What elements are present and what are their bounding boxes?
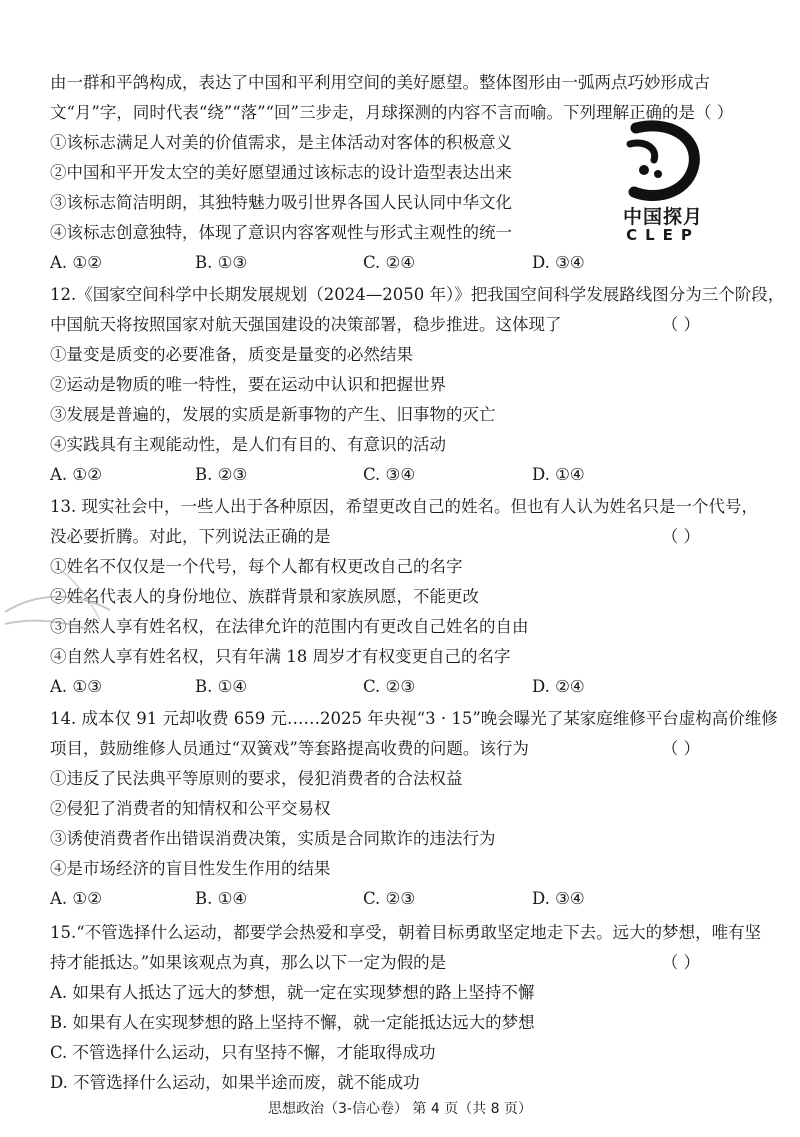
q12-stem-line2: 中国航天将按照国家对航天强国建设的决策部署，稳步推进。这体现了 bbox=[50, 315, 562, 334]
q14-stem-line1: 14. 成本仅 91 元却收费 659 元……2025 年央视“3 · 15”晚会曝光了某家庭维修平台虚构高价维修 bbox=[50, 709, 778, 728]
q14-statement-4: ④是市场经济的盲目性发生作用的结果 bbox=[50, 859, 331, 878]
q13-statement-2: ②姓名代表人的身份地位、族群背景和家族夙愿，不能更改 bbox=[50, 587, 479, 606]
watermark-stamp-icon bbox=[0, 560, 150, 670]
q13-option-c: C. ②③ bbox=[363, 677, 416, 696]
q13-option-d: D. ②④ bbox=[532, 677, 585, 696]
q15-option-c: C. 不管选择什么运动，只有坚持不懈，才能取得成功 bbox=[50, 1043, 436, 1062]
q12-statement-3: ③发展是普遍的，发展的实质是新事物的产生、旧事物的灭亡 bbox=[50, 405, 496, 424]
q14-statement-1: ①违反了民法典平等原则的要求，侵犯消费者的合法权益 bbox=[50, 769, 463, 788]
clep-logo bbox=[608, 118, 718, 248]
q11-option-c: C. ②④ bbox=[363, 253, 416, 272]
q14-option-a: A. ①② bbox=[50, 889, 102, 908]
q14-option-b: B. ①④ bbox=[195, 889, 248, 908]
q11-option-b: B. ①③ bbox=[195, 253, 248, 272]
q12-option-d: D. ①④ bbox=[532, 465, 585, 484]
q13-stem-line2: 没必要折腾。对此，下列说法正确的是 bbox=[50, 527, 331, 546]
q15-stem-line2: 持才能抵达。”如果该观点为真，那么以下一定为假的是 bbox=[50, 953, 447, 972]
q13-option-b: B. ①④ bbox=[195, 677, 248, 696]
q12-statement-1: ①量变是质变的必要准备，质变是量变的必然结果 bbox=[50, 345, 413, 364]
q14-option-c: C. ②③ bbox=[363, 889, 416, 908]
q13-stem-line1: 13. 现实社会中，一些人出于各种原因，希望更改自己的姓名。但也有人认为姓名只是一个代号， bbox=[50, 497, 758, 516]
q11-statement-3: ③该标志简洁明朗，其独特魅力吸引世界各国人民认同中华文化 bbox=[50, 193, 512, 212]
q15-stem-line1: 15.“不管选择什么运动，都要学会热爱和享受，朝着目标勇敢坚定地走下去。远大的梦想，唯有坚 bbox=[50, 923, 762, 942]
q13-statement-4: ④自然人享有姓名权，只有年满 18 周岁才有权变更自己的名字 bbox=[50, 647, 511, 666]
q15-answer-paren: （ ） bbox=[661, 953, 700, 972]
q12-answer-paren: （ ） bbox=[661, 315, 700, 334]
q11-option-d: D. ③④ bbox=[532, 253, 585, 272]
q14-answer-paren: （ ） bbox=[661, 739, 700, 758]
q11-statement-2: ②中国和平开发太空的美好愿望通过该标志的设计造型表达出来 bbox=[50, 163, 512, 182]
q14-stem-line2: 项目，鼓励维修人员通过“双簧戏”等套路提高收费的问题。该行为 bbox=[50, 739, 529, 758]
q15-option-a: A. 如果有人抵达了远大的梦想，就一定在实现梦想的路上坚持不懈 bbox=[50, 983, 535, 1002]
q11-option-a: A. ①② bbox=[50, 253, 102, 272]
q12-option-c: C. ③④ bbox=[363, 465, 416, 484]
q15-option-b: B. 如果有人在实现梦想的路上坚持不懈，就一定能抵达远大的梦想 bbox=[50, 1013, 535, 1032]
q12-option-a: A. ①② bbox=[50, 465, 102, 484]
q13-answer-paren: （ ） bbox=[661, 527, 700, 546]
q14-statement-3: ③诱使消费者作出错误消费决策，实质是合同欺诈的违法行为 bbox=[50, 829, 496, 848]
q13-statement-3: ③自然人享有姓名权，在法律允许的范围内有更改自己姓名的自由 bbox=[50, 617, 529, 636]
q12-option-b: B. ②③ bbox=[195, 465, 248, 484]
q14-statement-2: ②侵犯了消费者的知情权和公平交易权 bbox=[50, 799, 331, 818]
q13-statement-1: ①姓名不仅仅是一个代号，每个人都有权更改自己的名字 bbox=[50, 557, 463, 576]
q11-statement-4: ④该标志创意独特，体现了意识内容客观性与形式主观性的统一 bbox=[50, 223, 512, 242]
q13-option-a: A. ①③ bbox=[50, 677, 102, 696]
q11-stem-line1: 由一群和平鸽构成，表达了中国和平利用空间的美好愿望。整体图形由一弧两点巧妙形成古 bbox=[50, 73, 710, 92]
q12-statement-4: ④实践具有主观能动性，是人们有目的、有意识的活动 bbox=[50, 435, 446, 454]
q12-stem-line1: 12.《国家空间科学中长期发展规划（2024—2050 年）》把我国空间科学发展路线图分为三个阶段， bbox=[50, 285, 785, 304]
q15-option-d: D. 不管选择什么运动，如果半途而废，就不能成功 bbox=[50, 1073, 420, 1092]
q12-statement-2: ②运动是物质的唯一特性，要在运动中认识和把握世界 bbox=[50, 375, 446, 394]
logo-english-text: CLEP bbox=[626, 226, 700, 244]
logo-chinese-text: 中国探月 bbox=[622, 206, 703, 228]
q11-statement-1: ①该标志满足人对美的价值需求，是主体活动对客体的积极意义 bbox=[50, 133, 512, 152]
moon-logo-icon bbox=[608, 118, 718, 202]
q14-option-d: D. ③④ bbox=[532, 889, 585, 908]
page-footer: 思想政治（3-信心卷） 第 4 页（共 8 页） bbox=[267, 1101, 533, 1117]
q11-stem-line2: 文“月”字，同时代表“绕”“落”“回”三步走，月球探测的内容不言而喻。下列理解正确的是（ ） bbox=[50, 103, 734, 122]
